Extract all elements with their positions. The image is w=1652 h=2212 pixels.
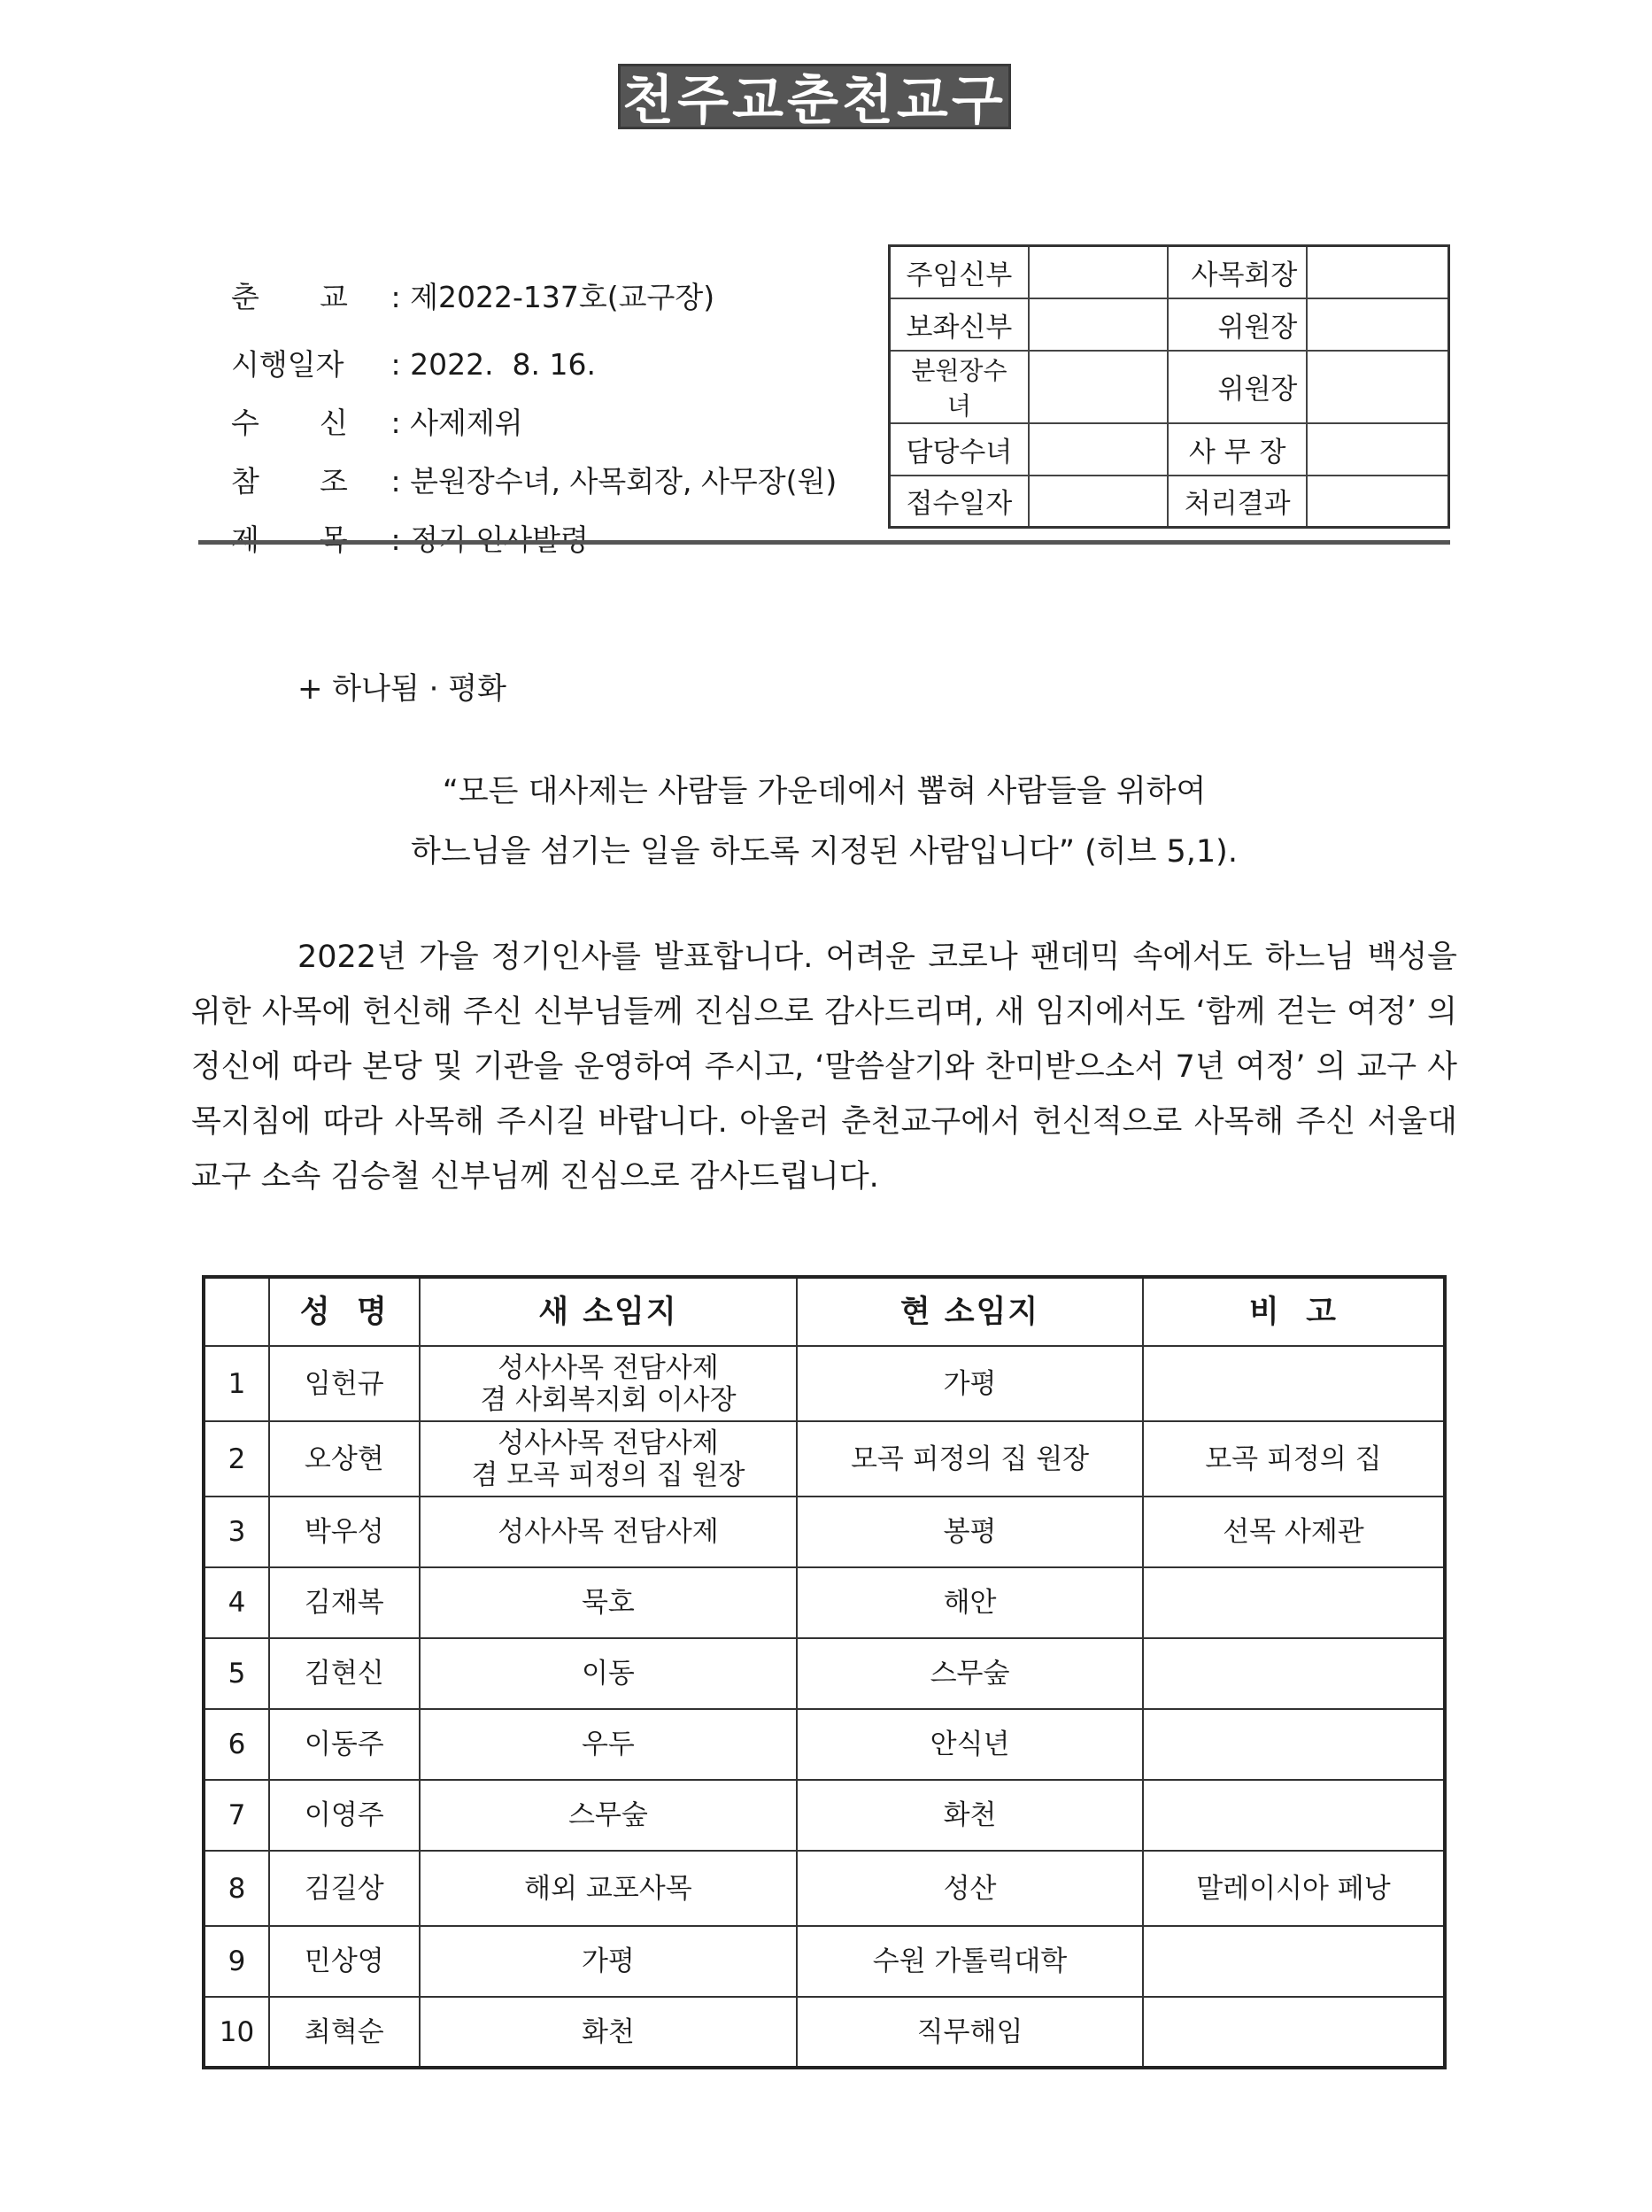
row-current-post: 직무해임 <box>797 1997 1143 2068</box>
row-number: 6 <box>204 1709 269 1780</box>
table-row <box>204 1851 1445 1926</box>
meta-value: 제2022-137호(교구장) <box>410 280 715 314</box>
meta-label: 춘 <box>230 280 259 314</box>
approval-label: 위원장 <box>1168 298 1307 351</box>
row-number: 2 <box>204 1421 269 1497</box>
meta-doc-number: 춘 교 : 제2022-137호(교구장) <box>230 280 715 314</box>
approval-label: 처리결과 <box>1168 476 1307 528</box>
row-current-post: 안식년 <box>797 1709 1143 1780</box>
row-number: 9 <box>204 1926 269 1997</box>
row-name: 김재복 <box>269 1567 420 1638</box>
row-current-post: 봉평 <box>797 1497 1143 1567</box>
row-current-post: 성산 <box>797 1851 1143 1926</box>
row-name: 이영주 <box>269 1780 420 1851</box>
row-current-post: 스무숲 <box>797 1638 1143 1709</box>
greeting: + 하나됨 · 평화 <box>297 671 506 707</box>
row-note: 선목 사제관 <box>1143 1497 1445 1567</box>
table-header-row <box>204 1277 1445 1346</box>
row-new-post <box>420 1421 798 1497</box>
row-number: 8 <box>204 1851 269 1926</box>
row-name: 민상영 <box>269 1926 420 1997</box>
table-row <box>204 1346 1445 1421</box>
new-post-line-1: 성사사목 전담사제 <box>498 1427 719 1459</box>
row-current-post: 모곡 피정의 집 원장 <box>797 1421 1143 1497</box>
row-note <box>1143 1638 1445 1709</box>
meta-subject <box>212 487 589 558</box>
approval-label: 위원장 <box>1168 351 1307 423</box>
meta-label-2: 교 <box>319 280 348 314</box>
row-note <box>1143 1346 1445 1421</box>
personnel-table <box>202 1275 1447 2069</box>
header-name: 성 명 <box>269 1277 420 1346</box>
row-name: 이동주 <box>269 1709 420 1780</box>
row-new-post <box>420 1346 798 1421</box>
row-name: 최혁순 <box>269 1997 420 2068</box>
approval-row <box>890 298 1449 351</box>
approval-label: 사 무 장 <box>1168 423 1307 476</box>
header-new-post: 새 소임지 <box>420 1277 798 1346</box>
row-name: 오상현 <box>269 1421 420 1497</box>
approval-sign-cell <box>1307 476 1448 528</box>
row-new-post: 우두 <box>420 1709 798 1780</box>
approval-box <box>888 244 1450 529</box>
quote-line-1: “모든 대사제는 사람들 가운데에서 뽑혀 사람들을 위하여 <box>442 774 1207 809</box>
row-note <box>1143 1567 1445 1638</box>
row-note: 말레이시아 페낭 <box>1143 1851 1445 1926</box>
row-new-post: 성사사목 전담사제 <box>420 1497 798 1567</box>
row-note <box>1143 1997 1445 2068</box>
row-new-post: 화천 <box>420 1997 798 2068</box>
table-row <box>204 1997 1445 2068</box>
meta-reference: 참 조 : 분원장수녀, 사목회장, 사무장(원) <box>230 464 838 499</box>
row-current-post: 화천 <box>797 1780 1143 1851</box>
table-row <box>204 1567 1445 1638</box>
table-row <box>204 1926 1445 1997</box>
table-row <box>204 1709 1445 1780</box>
meta-label: 수 <box>230 406 259 440</box>
row-new-post: 묵호 <box>420 1567 798 1638</box>
meta-label-2: 신 <box>319 406 348 440</box>
header-current-post: 현 소임지 <box>797 1277 1143 1346</box>
row-new-post: 이동 <box>420 1638 798 1709</box>
approval-label: 주임신부 <box>890 246 1029 298</box>
table-row <box>204 1497 1445 1567</box>
row-current-post: 수원 가톨릭대학 <box>797 1926 1143 1997</box>
row-new-post: 해외 교포사목 <box>420 1851 798 1926</box>
new-post-line-2: 겸 사회복지회 이사장 <box>480 1383 737 1416</box>
approval-sign-cell <box>1029 246 1168 298</box>
meta-effective-date: 시행일자 : 2022. 8. 16. <box>230 347 597 382</box>
quote-line-2: 하느님을 섬기는 일을 하도록 지정된 사람입니다” (히브 5,1). <box>411 834 1238 870</box>
row-name: 박우성 <box>269 1497 420 1567</box>
approval-sign-cell <box>1307 298 1448 351</box>
table-row <box>204 1421 1445 1497</box>
approval-row <box>890 476 1449 528</box>
approval-sign-cell <box>1029 476 1168 528</box>
approval-sign-cell <box>1307 351 1448 423</box>
row-number: 1 <box>204 1346 269 1421</box>
meta-recipient: 수 신 : 사제제위 <box>230 406 523 440</box>
meta-value: 2022. 8. 16. <box>410 347 597 382</box>
meta-value: 사제제위 <box>410 406 523 440</box>
table-row <box>204 1638 1445 1709</box>
row-note <box>1143 1780 1445 1851</box>
approval-sign-cell <box>1029 351 1168 423</box>
row-note: 모곡 피정의 집 <box>1143 1421 1445 1497</box>
approval-label: 접수일자 <box>890 476 1029 528</box>
row-new-post: 가평 <box>420 1926 798 1997</box>
row-number: 3 <box>204 1497 269 1567</box>
new-post-line-1: 성사사목 전담사제 <box>498 1351 719 1384</box>
row-name: 김현신 <box>269 1638 420 1709</box>
approval-sign-cell <box>1029 423 1168 476</box>
approval-row <box>890 246 1449 298</box>
header-no <box>204 1277 269 1346</box>
row-current-post: 해안 <box>797 1567 1143 1638</box>
meta-label: 시행일자 <box>230 347 344 382</box>
row-name: 김길상 <box>269 1851 420 1926</box>
approval-sign-cell <box>1029 298 1168 351</box>
approval-label: 보좌신부 <box>890 298 1029 351</box>
meta-value: 분원장수녀, 사목회장, 사무장(원) <box>410 464 838 499</box>
row-number: 7 <box>204 1780 269 1851</box>
header-divider <box>198 540 1450 545</box>
diocese-logo: 천주교춘천교구 <box>618 64 1011 129</box>
row-name: 임헌규 <box>269 1346 420 1421</box>
approval-row <box>890 423 1449 476</box>
row-number: 10 <box>204 1997 269 2068</box>
row-number: 5 <box>204 1638 269 1709</box>
row-note <box>1143 1926 1445 1997</box>
approval-sign-cell <box>1307 423 1448 476</box>
new-post-line-2: 겸 모곡 피정의 집 원장 <box>471 1458 745 1491</box>
body-paragraph: 2022년 가을 정기인사를 발표합니다. 어려운 코로나 팬데믹 속에서도 하느님 백성을 위한 사목에 헌신해 주신 신부님들께 진심으로 감사드리며, 새 임지에서도 ‘함께 걷는 여정’ 의 정신에 따라 본당 및 기관을 운영하여 주시고, ‘말씀살기와 찬미받으소서 7년 여정’ 의 교구 사목지침에 따라 사목해 주시길 바랍니다. 아울러 춘천교구에서 헌신적으로 사목해 주신 서울대교구 소속 김승철 신부님께 진심으로 감사드립니다. <box>191 940 1457 1195</box>
header-note: 비 고 <box>1143 1277 1445 1346</box>
row-current-post: 가평 <box>797 1346 1143 1421</box>
approval-row <box>890 351 1449 423</box>
approval-label: 분원장수녀 <box>890 351 1029 423</box>
approval-label: 사목회장 <box>1168 246 1307 298</box>
row-number: 4 <box>204 1567 269 1638</box>
meta-label: 참 <box>230 464 259 499</box>
approval-sign-cell <box>1307 246 1448 298</box>
approval-label: 담당수녀 <box>890 423 1029 476</box>
row-new-post: 스무숲 <box>420 1780 798 1851</box>
row-note <box>1143 1709 1445 1780</box>
meta-label-2: 조 <box>319 464 348 499</box>
table-row <box>204 1780 1445 1851</box>
